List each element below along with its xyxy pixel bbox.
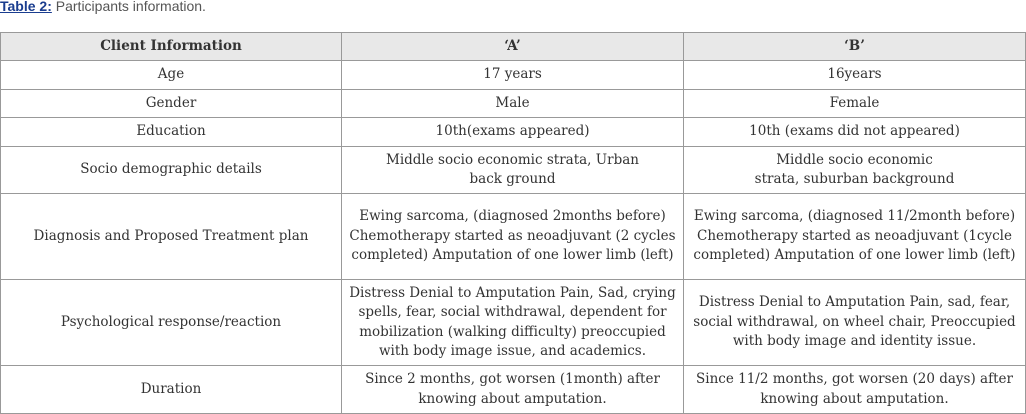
cell-b-psychological: Distress Denial to Amputation Pain, sad, fear, social withdrawal, on wheel chair, Preoccupied with body image and identity issue. <box>684 280 1026 366</box>
table-row <box>1 61 1026 90</box>
header-participant-a: ‘A’ <box>342 33 684 61</box>
cell-b-education: 10th (exams did not appeared) <box>684 118 1026 147</box>
table-header-row <box>1 33 1026 61</box>
table-row <box>1 90 1026 118</box>
table-caption-label[interactable]: Table 2: <box>0 0 52 14</box>
row-label-socio-demographic: Socio demographic details <box>1 147 342 194</box>
table-row <box>1 366 1026 414</box>
cell-b-duration: Since 11/2 months, got worsen (20 days) after knowing about amputation. <box>684 366 1026 414</box>
row-label-gender: Gender <box>1 90 342 118</box>
row-label-diagnosis: Diagnosis and Proposed Treatment plan <box>1 194 342 280</box>
table-row <box>1 118 1026 147</box>
cell-a-diagnosis: Ewing sarcoma, (diagnosed 2months before) Chemotherapy started as neoadjuvant (2 cycles completed) Amputation of one lower limb (left) <box>342 194 684 280</box>
row-label-duration: Duration <box>1 366 342 414</box>
table-caption <box>0 0 206 18</box>
cell-a-age: 17 years <box>342 61 684 90</box>
cell-a-gender: Male <box>342 90 684 118</box>
participants-table <box>0 32 1026 414</box>
cell-b-age: 16years <box>684 61 1026 90</box>
cell-a-psychological: Distress Denial to Amputation Pain, Sad, crying spells, fear, social withdrawal, dependent for mobilization (walking difficulty) preoccupied with body image issue, and academics. <box>342 280 684 366</box>
table-caption-text: Participants information. <box>55 0 206 14</box>
cell-a-socio-demographic: Middle socio economic strata, Urban back ground <box>342 147 684 194</box>
row-label-education: Education <box>1 118 342 147</box>
cell-a-duration: Since 2 months, got worsen (1month) after knowing about amputation. <box>342 366 684 414</box>
cell-b-socio-demographic: Middle socio economic strata, suburban background <box>684 147 1026 194</box>
cell-b-diagnosis: Ewing sarcoma, (diagnosed 11/2month before) Chemotherapy started as neoadjuvant (1cycle completed) Amputation of one lower limb (left) <box>684 194 1026 280</box>
row-label-psychological: Psychological response/reaction <box>1 280 342 366</box>
row-label-age: Age <box>1 61 342 90</box>
table-row <box>1 280 1026 366</box>
header-participant-b: ‘B’ <box>684 33 1026 61</box>
table-row <box>1 147 1026 194</box>
header-client-information: Client Information <box>1 33 342 61</box>
table-row <box>1 194 1026 280</box>
cell-b-gender: Female <box>684 90 1026 118</box>
cell-a-education: 10th(exams appeared) <box>342 118 684 147</box>
